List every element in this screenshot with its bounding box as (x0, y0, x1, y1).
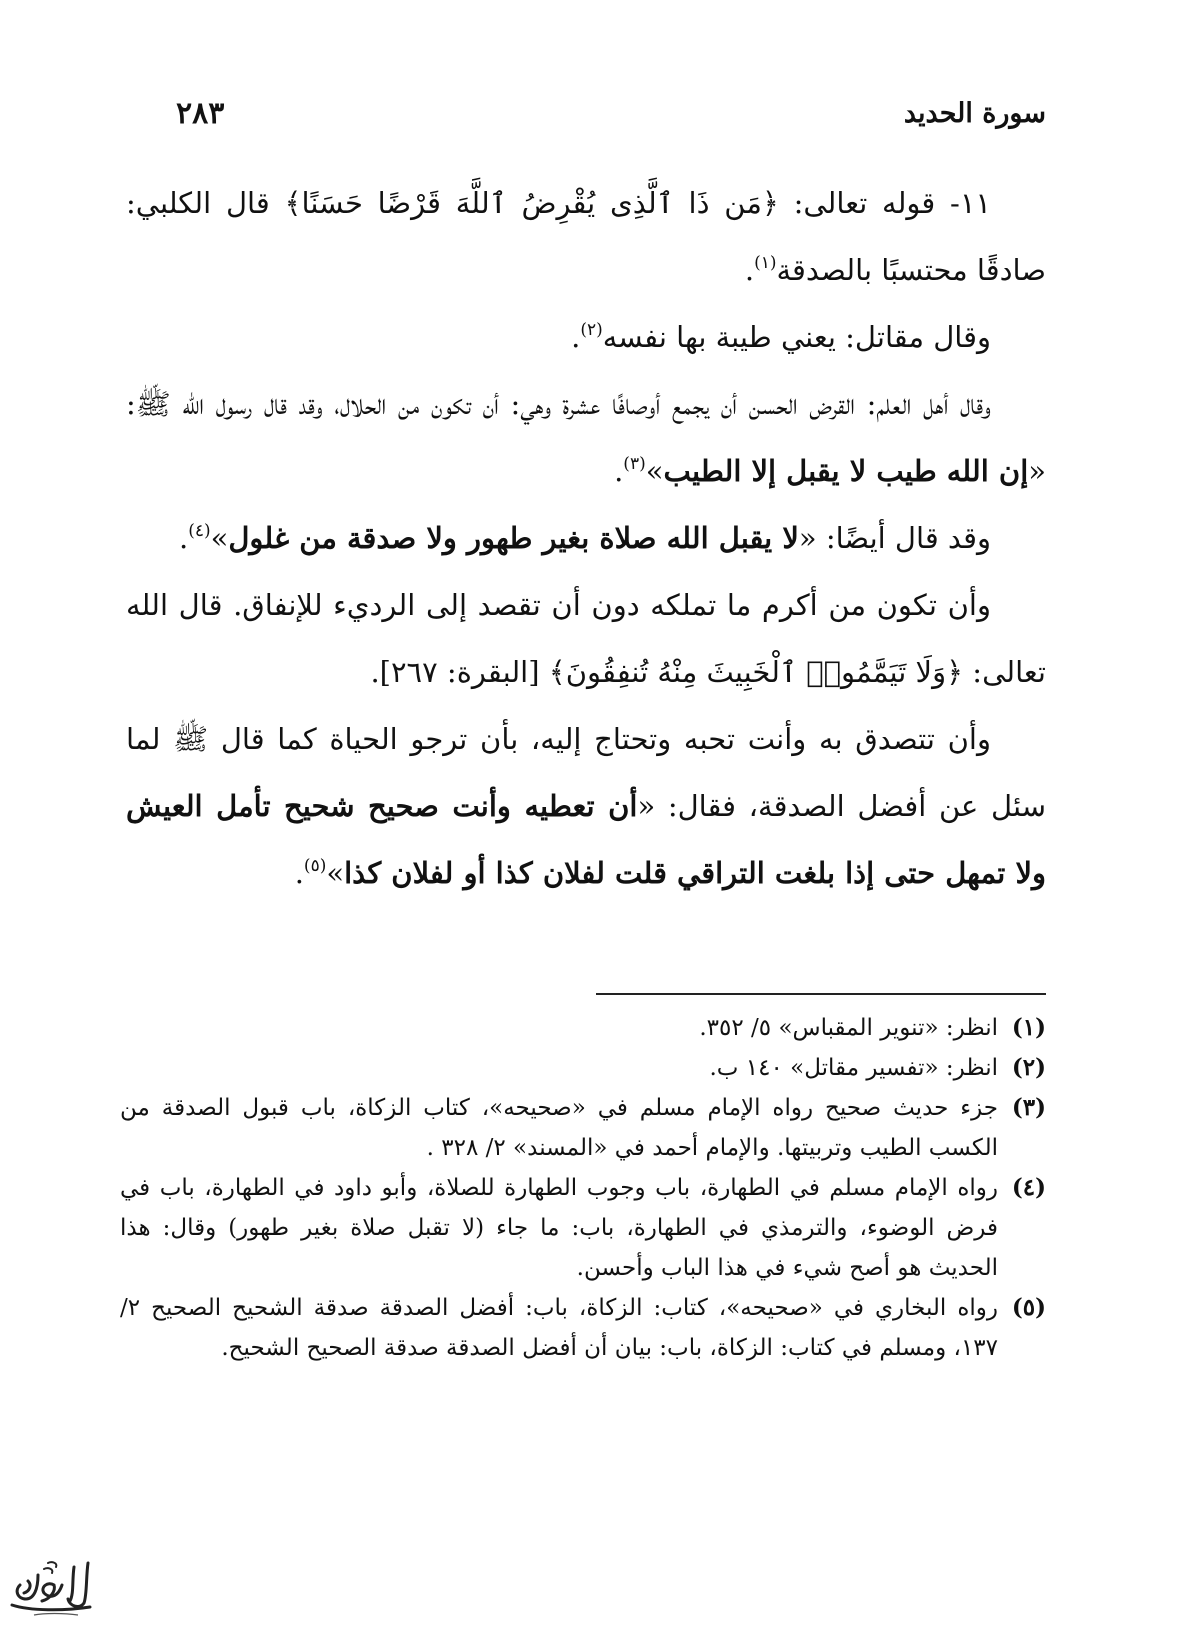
footnote-number: (٤) (1011, 1174, 1046, 1201)
footnotes (120, 1008, 1046, 1368)
footnote-text: رواه الإمام مسلم في الطهارة، باب وجوب الطهارة للصلاة، وأبو داود في الطهارة، باب في فرض الوضوء، والترمذي في الطهارة، باب: ما جاء (لا تقبل صلاة بغير طهور) وقال: هذا الحديث هو أصح شيء في هذا الباب وأحسن. (120, 1175, 998, 1281)
paragraph-6: وأن تتصدق به وأنت تحبه وتحتاج إليه، بأن ترجو الحياة كما قال ﷺ لما سئل عن أفضل الصدقة، فقال: «أن تعطيه وأنت صحيح شحيح تأمل العيش ولا تمهل حتى إذا بلغت التراقي قلت لفلان كذا أو لفلان كذا»$^{(٥)}$. (126, 722, 1046, 890)
footnote-ref: (١) (754, 253, 777, 273)
footnote-item (120, 1088, 1046, 1168)
main-text (126, 170, 1046, 907)
text-segment: » (326, 856, 345, 890)
hadith-text: إن الله طيب لا يقبل إلا الطيب (663, 454, 1029, 488)
paragraph-5 (126, 572, 1046, 706)
text-segment: قال الكلبي: صادقًا محتسبًا بالصدقة (126, 186, 1046, 287)
footnote-text: رواه البخاري في «صحيحه»، كتاب: الزكاة، باب: أفضل الصدقة صدقة الشحيح الصحيح ٢/ ١٣٧، ومسلم في كتاب: الزكاة، باب: بيان أن أفضل الصدقة صدقة الصحيح الشحيح. (120, 1295, 998, 1361)
footnote-text: جزء حديث صحيح رواه الإمام مسلم في «صحيحه»، كتاب الزكاة، باب قبول الصدقة من الكسب الطيب وتربيتها. والإمام أحمد في «المسند» ٢/ ٣٢٨ . (120, 1095, 998, 1161)
footnote-number: (٢) (1011, 1054, 1046, 1081)
page-header (176, 88, 1046, 138)
footnote-ref: (٣) (623, 454, 646, 474)
hadith-text: لا يقبل الله صلاة بغير طهور ولا صدقة من غلول (228, 521, 799, 555)
paragraph-4: وقد قال أيضًا: «لا يقبل الله صلاة بغير طهور ولا صدقة من غلول»$^{(٤)}$. (178, 521, 991, 555)
footnote-ref: (٤) (188, 521, 211, 541)
almoshahma-logo-icon (4, 1555, 94, 1621)
footnote-number: (٥) (1011, 1294, 1046, 1321)
footnote-ref: (٢) (580, 320, 603, 340)
quran-verse: ﴿مَن ذَا ٱلَّذِى يُقْرِضُ ٱللَّهَ قَرْضًا حَسَنًا﴾ (284, 186, 779, 220)
text-segment: » (645, 454, 664, 488)
page-number: ٢٨٣ (176, 95, 225, 131)
footnote-number: (٣) (1011, 1094, 1046, 1121)
footnote-item (120, 1048, 1046, 1088)
paragraph-2: وقال مقاتل: يعني طيبة بها نفسه$^{(٢)}$. (571, 320, 991, 354)
footnote-ref: (٥) (303, 856, 327, 876)
footnote-item (120, 1008, 1046, 1048)
footnote-item (120, 1288, 1046, 1368)
hadith-text: أن تعطيه وأنت صحيح شحيح تأمل العيش ولا تمهل حتى إذا بلغت التراقي قلت لفلان كذا أو لفلان كذا (126, 789, 1046, 890)
text-segment: وقد قال أيضًا: « (798, 521, 991, 555)
footnote-divider (596, 993, 1046, 995)
quran-verse: ﴿وَلَا تَيَمَّمُوا۟ ٱلْخَبِيثَ مِنْهُ تُنفِقُونَ﴾ (548, 655, 964, 689)
text-segment: وقال مقاتل: يعني طيبة بها نفسه (602, 320, 991, 354)
paragraph-3: وقال أهل العلم: القرض الحسن أن يجمع أوصافًا عشرة وهي: أن تكون من الحلال، وقد قال رسول الله ﷺ: «إن الله طيب لا يقبل إلا الطيب»$^{(٣)}$. (126, 387, 1046, 488)
text-segment: » (210, 521, 229, 555)
footnote-number: (١) (1011, 1014, 1046, 1041)
footnote-text: انظر: «تنوير المقباس» ٥/ ٣٥٢. (699, 1015, 998, 1041)
text-segment: ١١- قوله تعالى: (778, 186, 991, 220)
text-segment: وأن تتصدق به وأنت تحبه وتحتاج إليه، بأن ترجو الحياة كما قال ﷺ لما سئل عن أفضل الصدقة، فقال: « (126, 722, 1046, 823)
footnote-text: انظر: «تفسير مقاتل» ١٤٠ ب. (709, 1055, 998, 1081)
paragraph-1: ١١- قوله تعالى: ﴿مَن ذَا ٱلَّذِى يُقْرِضُ ٱللَّهَ قَرْضًا حَسَنًا﴾ قال الكلبي: صادقًا محتسبًا بالصدقة$^{(١)}$. (126, 186, 1046, 287)
footnote-item (120, 1168, 1046, 1288)
text-segment: وأن تكون من أكرم ما تملكه دون أن تقصد إلى الرديء للإنفاق. قال الله تعالى: (126, 588, 1046, 689)
text-segment: وقال أهل العلم: القرض الحسن أن يجمع أوصافًا عشرة وهي: أن تكون من الحلال، وقد قال رسول الله ﷺ: « (126, 387, 1046, 488)
text-segment: [البقرة: ٢٦٧]. (370, 655, 549, 689)
surah-title: سورة الحديد (903, 97, 1046, 129)
